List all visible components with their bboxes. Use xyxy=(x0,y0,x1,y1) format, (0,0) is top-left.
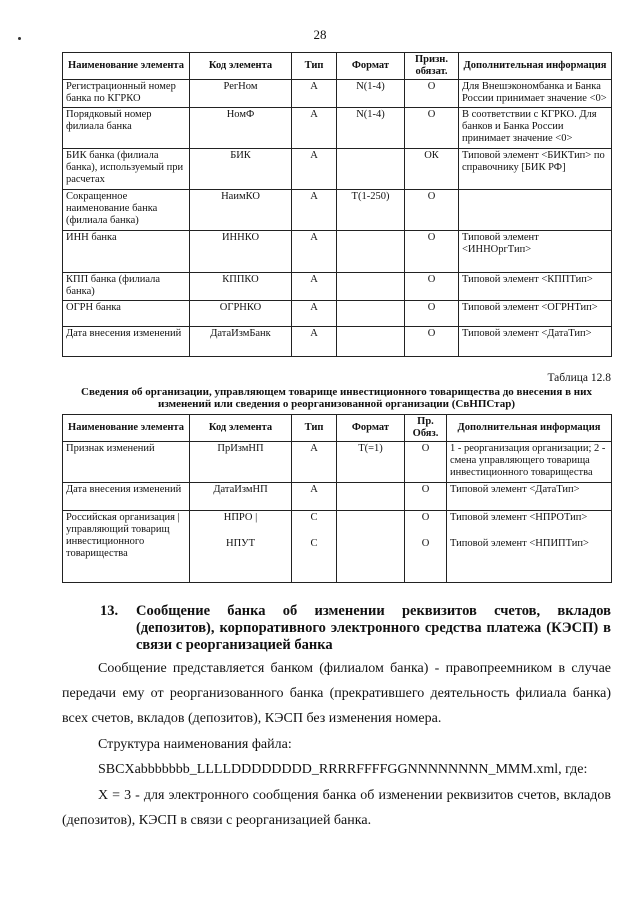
cell-required: О xyxy=(405,190,459,231)
section-title: Сообщение банка об изменении реквизитов счетов, вкладов (депозитов), корпоративного электронного средства платежа (КЭСП) в связи с реорганизацией банка xyxy=(136,603,611,653)
table-header-row xyxy=(63,415,612,442)
cell-info: Типовой элемент <ДатаТип> xyxy=(459,327,612,357)
info-line-2: Типовой элемент <НПИПТип> xyxy=(450,538,589,549)
req-line-1: О xyxy=(421,512,430,523)
cell-required: О xyxy=(405,483,447,511)
cell-code: КППКО xyxy=(190,273,292,301)
elements-table-bank xyxy=(62,52,612,357)
header-info: Дополнительная информация xyxy=(447,415,612,442)
cell-info: Типовой элемент <ОГРНТип> xyxy=(459,301,612,327)
cell-code: ОГРНКО xyxy=(190,301,292,327)
elements-table-organization xyxy=(62,414,612,583)
cell-type: А xyxy=(292,190,337,231)
table-row xyxy=(63,108,612,149)
cell-format: N(1-4) xyxy=(337,108,405,149)
table-row xyxy=(63,190,612,231)
cell-info: Для Внешэкономбанка и Банка России принимает значение <0> xyxy=(459,80,612,108)
header-name: Наименование элемента xyxy=(63,415,190,442)
cell-required: О xyxy=(405,273,459,301)
type-line-1: С xyxy=(310,512,318,523)
cell-name: Сокращенное наименование банка (филиала банка) xyxy=(63,190,190,231)
cell-info xyxy=(447,511,612,583)
section-heading xyxy=(100,603,611,654)
header-info: Дополнительная информация xyxy=(459,53,612,80)
cell-code: РегНом xyxy=(190,80,292,108)
type-line-2: С xyxy=(310,538,318,549)
paragraph-2: Структура наименования файла: xyxy=(98,737,292,752)
cell-required: О xyxy=(405,442,447,483)
table-title: Сведения об организации, управляющем товарище инвестиционного товарищества до внесения в них изменений или сведения о реорганизованной организации (СвНПСтар) xyxy=(81,386,592,410)
page-number: 28 xyxy=(313,27,327,42)
cell-info: Типовой элемент <ИННОргТип> xyxy=(459,231,612,273)
cell-type: А xyxy=(292,149,337,190)
cell-required: О xyxy=(405,231,459,273)
cell-required: О xyxy=(405,108,459,149)
cell-info: 1 - реорганизация организации; 2 - смена управляющего товарища инвестиционного товарищества xyxy=(447,442,612,483)
paragraph-3: SBCXabbbbbbb_LLLLDDDDDDDD_RRRRFFFFGGNNNNNNNN_MMM.xml, где: xyxy=(98,762,588,777)
cell-format xyxy=(337,327,405,357)
req-line-2: О xyxy=(421,538,430,549)
header-name: Наименование элемента xyxy=(63,53,190,80)
cell-code: ДатаИзмБанк xyxy=(190,327,292,357)
cell-type: А xyxy=(292,442,337,483)
cell-info: Типовой элемент <ДатаТип> xyxy=(447,483,612,511)
name-line-1: Российская организация | xyxy=(66,512,180,523)
cell-format xyxy=(337,301,405,327)
cell-code: ИННКО xyxy=(190,231,292,273)
cell-code: ДатаИзмНП xyxy=(190,483,292,511)
table-row xyxy=(63,511,612,583)
header-code: Код элемента xyxy=(190,415,292,442)
table-row xyxy=(63,149,612,190)
header-type: Тип xyxy=(292,53,337,80)
cell-name: Дата внесения изменений xyxy=(63,483,190,511)
cell-name: Дата внесения изменений xyxy=(63,327,190,357)
cell-type xyxy=(292,511,337,583)
cell-type: А xyxy=(292,483,337,511)
cell-required xyxy=(405,511,447,583)
cell-name: Признак изменений xyxy=(63,442,190,483)
cell-type: А xyxy=(292,231,337,273)
cell-format: Т(=1) xyxy=(337,442,405,483)
table-row xyxy=(63,231,612,273)
header-code: Код элемента xyxy=(190,53,292,80)
table-row xyxy=(63,301,612,327)
paragraph-4: Х = 3 - для электронного сообщения банка об изменении реквизитов счетов, вкладов (депозитов), КЭСП в связи с реорганизацией банка. xyxy=(62,788,611,828)
table-row xyxy=(63,273,612,301)
cell-format: Т(1-250) xyxy=(337,190,405,231)
cell-info: В соответствии с КГРКО. Для банков и Банка России принимает значение <0> xyxy=(459,108,612,149)
paragraph-1: Сообщение представляется банком (филиалом банка) - правопреемником в случае передачи ему от реорганизованного банка (прекратившего деятельность филиала банка) всех счетов, вкладов (депозитов), КЭСП без изменения номера. xyxy=(62,661,611,726)
table-row xyxy=(63,483,612,511)
cell-name: БИК банка (филиала банка), используемый при расчетах xyxy=(63,149,190,190)
info-line-1: Типовой элемент <НПРОТип> xyxy=(450,512,588,523)
table-row xyxy=(63,327,612,357)
cell-name: Порядковый номер филиала банка xyxy=(63,108,190,149)
cell-format xyxy=(337,483,405,511)
cell-info: Типовой элемент <БИКТип> по справочнику [БИК РФ] xyxy=(459,149,612,190)
cell-required: О xyxy=(405,301,459,327)
code-line-2: НПУТ xyxy=(225,538,255,549)
cell-code: ПрИзмНП xyxy=(190,442,292,483)
table-header-row xyxy=(63,53,612,80)
cell-name: КПП банка (филиала банка) xyxy=(63,273,190,301)
cell-name xyxy=(63,511,190,583)
cell-type: А xyxy=(292,301,337,327)
cell-type: А xyxy=(292,108,337,149)
table-caption: Таблица 12.8 xyxy=(547,372,611,384)
name-line-2: управляющий товарищ инвестиционного товарищества xyxy=(66,524,170,559)
cell-format: N(1-4) xyxy=(337,80,405,108)
cell-info xyxy=(459,190,612,231)
cell-format xyxy=(337,149,405,190)
cell-code: НаимКО xyxy=(190,190,292,231)
cell-required: ОК xyxy=(405,149,459,190)
cell-name: ИНН банка xyxy=(63,231,190,273)
cell-format xyxy=(337,231,405,273)
cell-required: О xyxy=(405,327,459,357)
header-required: Пр. Обяз. xyxy=(405,415,447,442)
code-line-1: НПРО | xyxy=(223,512,258,523)
table-row xyxy=(63,442,612,483)
cell-name: Регистрационный номер банка по КГРКО xyxy=(63,80,190,108)
cell-format xyxy=(337,511,405,583)
header-type: Тип xyxy=(292,415,337,442)
header-format: Формат xyxy=(337,53,405,80)
cell-info: Типовой элемент <КППТип> xyxy=(459,273,612,301)
cell-code: НомФ xyxy=(190,108,292,149)
cell-code xyxy=(190,511,292,583)
cell-format xyxy=(337,273,405,301)
cell-required: О xyxy=(405,80,459,108)
header-format: Формат xyxy=(337,415,405,442)
cell-type: А xyxy=(292,327,337,357)
cell-code: БИК xyxy=(190,149,292,190)
cell-type: А xyxy=(292,273,337,301)
cell-type: А xyxy=(292,80,337,108)
table-row xyxy=(63,80,612,108)
section-number: 13. xyxy=(100,603,119,619)
header-required: Призн. обязат. xyxy=(405,53,459,80)
cell-name: ОГРН банка xyxy=(63,301,190,327)
